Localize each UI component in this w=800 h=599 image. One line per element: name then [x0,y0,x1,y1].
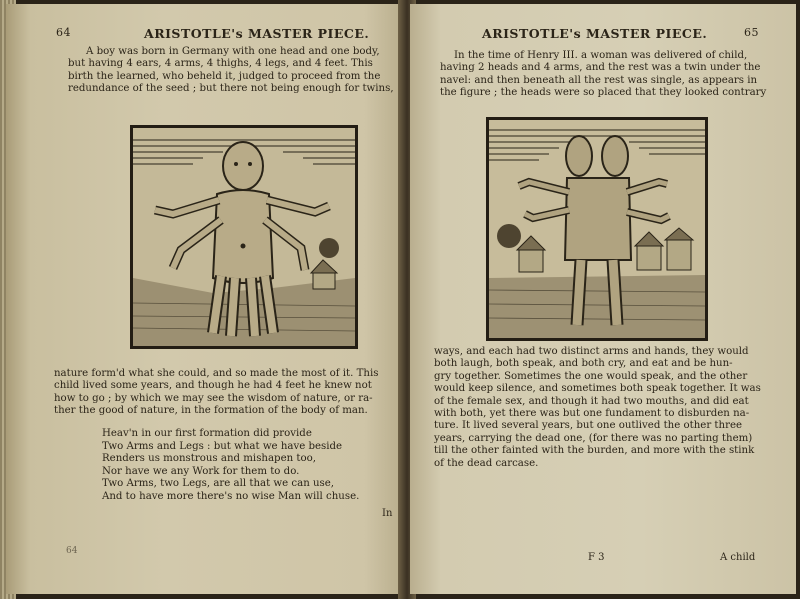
poem-line: Two Arms, two Legs, are all that we can use, [102,478,335,490]
right-page-number: 65 [744,26,759,39]
right-paragraph-1 [440,50,766,100]
text-line: would keep silence, and sometimes both speak together. It was [434,383,761,395]
text-line: A boy was born in Germany with one head and one body, [86,46,380,57]
text-line: having 2 heads and 4 arms, and the rest was a twin under the [440,62,761,74]
woodcut-four-limbed-boy [130,125,358,349]
right-page [410,4,796,594]
left-poem [102,428,359,504]
left-corner-mark: 64 [66,546,78,556]
left-catchword: In [382,508,393,519]
right-paragraph-2 [434,346,761,470]
text-line: till the other fainted with the burden, and more with the stink [434,445,755,457]
text-line: child lived some years, and though he had 4 feet he knew not [54,380,372,392]
right-running-title: ARISTOTLE's MASTER PIECE. [482,26,708,41]
text-line: both laugh, both speak, and both cry, and eat and be hun- [434,358,733,370]
left-paragraph-2 [54,368,378,418]
left-page [6,4,404,594]
right-catchword: A child [720,552,756,563]
poem-line: Heav'n in our first formation did provide [102,428,312,439]
text-line: but having 4 ears, 4 arms, 4 thighs, 4 legs, and 4 feet. This [68,58,373,70]
poem-line: And to have more there's no wise Man will chuse. [102,490,360,502]
poem-line: Two Arms and Legs : but what we have beside [102,440,343,452]
text-line: birth the learned, who beheld it, judged to proceed from the [68,70,381,82]
woodcut-conjoined-twins [486,117,708,341]
left-running-title: ARISTOTLE's MASTER PIECE. [144,26,370,41]
signature-mark: F 3 [588,552,605,563]
text-line: how to go ; by which we may see the wisdom of nature, or ra- [54,392,373,404]
text-line: In the time of Henry III. a woman was delivered of child, [454,50,748,61]
text-line: of the dead carcase. [434,457,539,469]
text-line: ture. It lived several years, but one outlived the other three [434,420,743,432]
text-line: years, carrying the dead one, (for there was no parting them) [434,432,753,444]
poem-line: Renders us monstrous and mishapen too, [102,453,317,465]
text-line: the figure ; the heads were so placed that they looked contrary [440,87,767,99]
text-line: redundance of the seed ; but there not being enough for twins, [68,83,394,95]
left-paragraph-1 [68,46,394,96]
text-line: of the female sex, and though it had two mouths, and did eat [434,395,749,407]
woodcut-illustration [133,128,355,346]
woodcut-illustration [489,120,705,338]
left-page-number: 64 [56,26,71,39]
text-line: ther the good of nature, in the formation of the body of man. [54,405,368,417]
text-line: navel: and then beneath all the rest was single, as appears in [440,74,758,86]
poem-line: Nor have we any Work for them to do. [102,465,300,477]
text-line: nature form'd what she could, and so made the most of it. This [54,368,379,379]
text-line: gry together. Sometimes the one would speak, and the other [434,370,748,382]
text-line: with both, yet there was but one fundament to disburden na- [434,408,750,420]
text-line: ways, and each had two distinct arms and hands, they would [434,346,749,357]
